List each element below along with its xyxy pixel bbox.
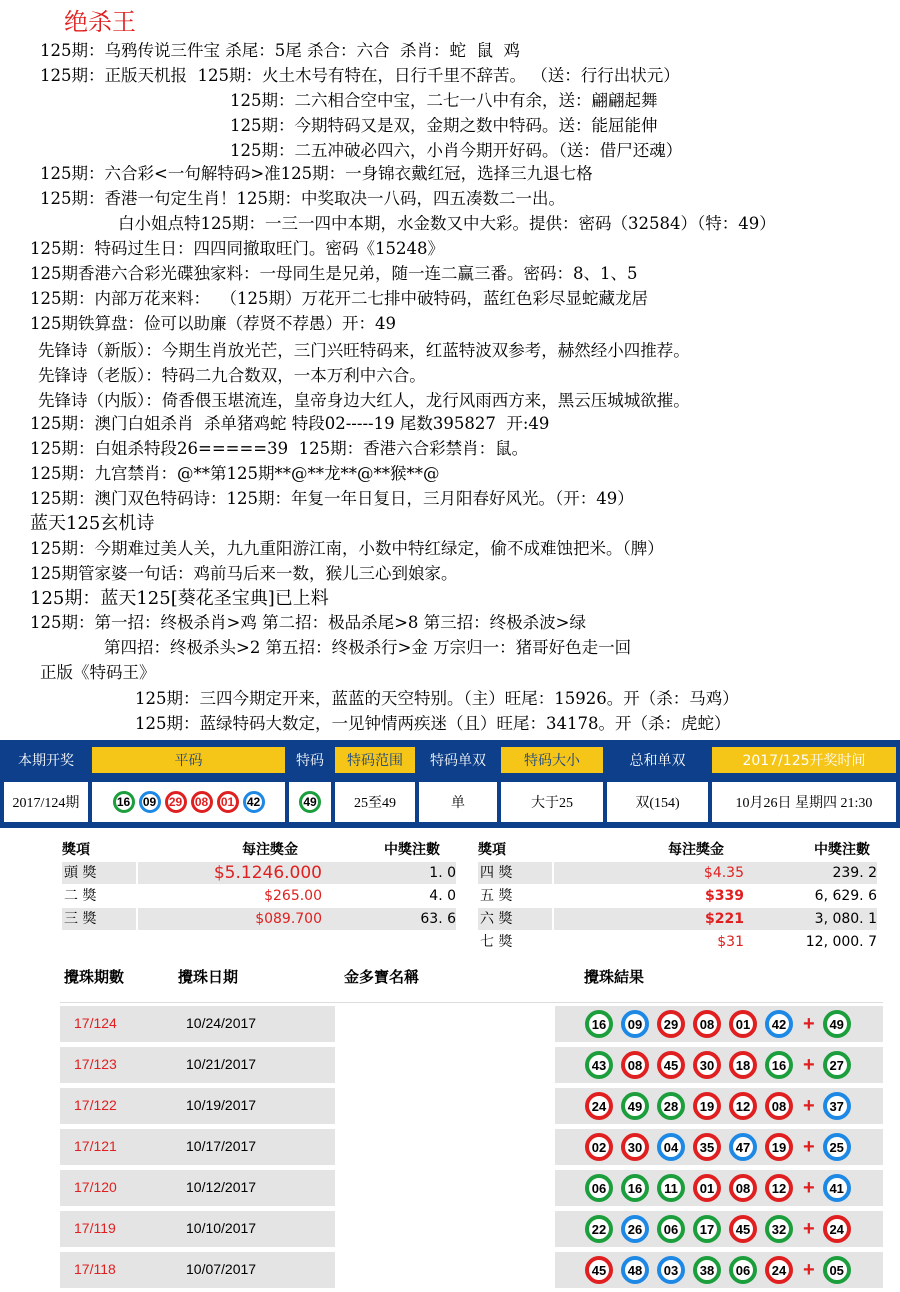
text-line: 125期：今期特码又是双，金期之数中特码。送：能屈能伸 — [230, 116, 658, 135]
prize-name: 四 獎 — [478, 862, 552, 884]
results-header-divider — [60, 992, 883, 1003]
result-date: 10/24/2017 — [186, 1015, 257, 1031]
result-balls — [585, 1133, 859, 1161]
lottery-ball: 29 — [657, 1010, 685, 1038]
special-ball: 41 — [823, 1174, 851, 1202]
prize-header-item: 獎項 — [62, 842, 90, 858]
text-line: 125期：澳门双色特码诗：125期：年复一年日复日，三月阳春好风光。（开：49） — [30, 489, 634, 508]
result-name-cell — [335, 1047, 555, 1083]
lottery-ball: 08 — [693, 1010, 721, 1038]
lottery-ball: 42 — [765, 1010, 793, 1038]
prize-header-amount: 每注獎金 — [668, 842, 724, 858]
prize-header-count: 中獎注數 — [814, 842, 870, 858]
prize-amount: $221 — [554, 908, 744, 930]
lottery-ball: 16 — [765, 1051, 793, 1079]
text-line: 先锋诗（内版）：倚香偎玉堪流连，皇帝身边大红人，龙行风雨西方来，黑云压城城欲摧。 — [38, 391, 690, 410]
lottery-ball: 45 — [729, 1215, 757, 1243]
result-date: 10/10/2017 — [186, 1220, 257, 1236]
prize-name: 三 獎 — [62, 908, 136, 930]
result-balls — [585, 1092, 859, 1120]
lottery-ball: 16 — [585, 1010, 613, 1038]
text-line: 125期：二六相合空中宝，二七一八中有余，送：翩翩起舞 — [230, 91, 658, 110]
special-ball: 24 — [823, 1215, 851, 1243]
lottery-ball: 12 — [765, 1174, 793, 1202]
special-ball: 49 — [823, 1010, 851, 1038]
result-date: 10/07/2017 — [186, 1261, 257, 1277]
text-line: 125期：正版天机报 125期：火土木号有特在，日行千里不辞苦。 （送：行行出状元） — [40, 66, 680, 85]
header-next-draw-time: 2017/125开奖时间 — [712, 747, 896, 773]
prize-count: 1. 0 — [322, 862, 456, 884]
special-ball: 25 — [823, 1133, 851, 1161]
text-line: 125期：白姐杀特段26=====39 125期：香港六合彩禁肖：鼠。 — [30, 439, 529, 458]
prize-count: 6, 629. 6 — [814, 888, 877, 904]
text-line: 125期：第一招：终极杀肖>鸡 第二招：极品杀尾>8 第三招：终极杀波>绿 — [30, 613, 586, 632]
result-date: 10/21/2017 — [186, 1056, 257, 1072]
text-line: 125期铁算盘：俭可以助廉（荐贤不荐愚）开：49 — [30, 314, 396, 333]
results-header-name: 金多寶名稱 — [344, 968, 420, 986]
result-issue: 17/123 — [74, 1056, 117, 1072]
lottery-ball: 26 — [621, 1215, 649, 1243]
result-row — [60, 1129, 883, 1165]
special-ball: 49 — [299, 791, 321, 813]
lottery-ball: 11 — [657, 1174, 685, 1202]
lottery-ball: 19 — [693, 1092, 721, 1120]
lottery-ball: 01 — [693, 1174, 721, 1202]
result-issue: 17/120 — [74, 1179, 117, 1195]
text-line: 125期：二五冲破必四六，小肖今期开好码。（送：借尸还魂） — [230, 141, 683, 160]
result-balls — [585, 1174, 859, 1202]
prize-row — [478, 885, 883, 907]
prize-count: 4. 0 — [429, 888, 456, 904]
result-date: 10/19/2017 — [186, 1097, 257, 1113]
header-normal-numbers: 平码 — [92, 747, 285, 773]
result-row — [60, 1088, 883, 1124]
prize-header-count: 中獎注數 — [384, 842, 440, 858]
result-balls — [585, 1256, 859, 1284]
special-ball-cell — [289, 782, 331, 822]
result-date: 10/12/2017 — [186, 1179, 257, 1195]
lottery-ball: 24 — [585, 1092, 613, 1120]
lottery-ball: 08 — [621, 1051, 649, 1079]
lottery-ball: 43 — [585, 1051, 613, 1079]
header-size: 特码大小 — [501, 747, 603, 773]
plus-icon: + — [803, 1217, 815, 1240]
result-balls — [585, 1215, 859, 1243]
lottery-ball: 45 — [585, 1256, 613, 1284]
lottery-ball: 03 — [657, 1256, 685, 1284]
text-line: 蓝天125玄机诗 — [30, 513, 155, 534]
lottery-ball: 01 — [729, 1010, 757, 1038]
prize-amount: $31 — [717, 934, 744, 950]
result-row — [60, 1170, 883, 1206]
sum-odd-even: 双(154) — [607, 782, 708, 822]
result-issue: 17/122 — [74, 1097, 117, 1113]
plus-icon: + — [803, 1094, 815, 1117]
result-issue: 17/119 — [74, 1220, 116, 1236]
prize-count: 12, 000. 7 — [805, 934, 877, 950]
lottery-ball: 19 — [765, 1133, 793, 1161]
result-name-cell — [335, 1006, 555, 1042]
result-balls — [585, 1010, 859, 1038]
special-range: 25至49 — [335, 782, 415, 822]
result-name-cell — [335, 1252, 555, 1288]
prize-name: 五 獎 — [480, 888, 513, 904]
plus-icon: + — [803, 1053, 815, 1076]
result-balls — [585, 1051, 859, 1079]
header-odd-even: 特码单双 — [419, 747, 497, 773]
prize-count: 239. 2 — [744, 862, 877, 884]
lottery-ball: 35 — [693, 1133, 721, 1161]
result-date: 10/17/2017 — [186, 1138, 257, 1154]
text-line: 125期香港六合彩光碟独家料：一母同生是兄弟，随一连二赢三番。密码：8、1、5 — [30, 264, 638, 283]
prize-row — [62, 862, 462, 884]
lottery-ball: 09 — [139, 791, 161, 813]
next-draw-time: 10月26日 星期四 21:30 — [712, 782, 896, 822]
prize-row — [478, 908, 883, 930]
text-line: 125期：蓝绿特码大数定，一见钟情两疾迷（且）旺尾：34178。开（杀：虎蛇） — [135, 714, 731, 733]
special-size: 大于25 — [501, 782, 603, 822]
normal-balls — [92, 782, 285, 822]
text-line: 125期管家婆一句话：鸡前马后来一数，猴儿三心到娘家。 — [30, 564, 458, 583]
lottery-ball: 48 — [621, 1256, 649, 1284]
draw-table — [0, 740, 900, 828]
text-line: 125期：香港一句定生肖！125期：中奖取决一八码，四五凑数二一出。 — [40, 189, 565, 208]
result-name-cell — [335, 1211, 555, 1247]
lottery-ball: 08 — [191, 791, 213, 813]
prize-amount: $5.1246.000 — [138, 862, 322, 884]
prize-row — [478, 862, 883, 884]
results-header-issue: 攪珠期數 — [64, 968, 125, 986]
header-current-draw: 本期开奖 — [4, 747, 88, 773]
lottery-ball: 49 — [621, 1092, 649, 1120]
header-range: 特码范围 — [335, 747, 415, 773]
lottery-ball: 30 — [621, 1133, 649, 1161]
prize-count: 3, 080. 1 — [744, 908, 877, 930]
prize-row — [62, 908, 462, 930]
draw-issue: 2017/124期 — [4, 782, 88, 822]
lottery-ball: 04 — [657, 1133, 685, 1161]
lottery-ball: 18 — [729, 1051, 757, 1079]
text-line: 125期：澳门白姐杀肖 杀单猪鸡蛇 特段02-----19 尾数395827 开:49 — [30, 414, 550, 433]
prize-amount: $4.35 — [554, 862, 744, 884]
results-header-date: 攪珠日期 — [178, 968, 239, 986]
lottery-ball: 16 — [113, 791, 135, 813]
prize-count: 63. 6 — [322, 908, 456, 930]
result-row — [60, 1211, 883, 1247]
result-issue: 17/118 — [74, 1261, 116, 1277]
plus-icon: + — [803, 1258, 815, 1281]
lottery-ball: 08 — [765, 1092, 793, 1120]
prize-header-amount: 每注獎金 — [242, 842, 298, 858]
text-line: 125期：今期难过美人关，九九重阳游江南，小数中特红绿定，偷不成难蚀把米。（脾） — [30, 539, 664, 558]
lottery-ball: 06 — [657, 1215, 685, 1243]
text-line: 125期：三四今期定开来，蓝蓝的天空特别。（主）旺尾：15926。开（杀：马鸡） — [135, 689, 739, 708]
lottery-ball: 16 — [621, 1174, 649, 1202]
text-line: 125期：特码过生日：四四同撤取旺门。密码《15248》 — [30, 239, 444, 258]
prize-header-item: 獎項 — [478, 842, 506, 858]
lottery-ball: 28 — [657, 1092, 685, 1120]
prize-row — [478, 931, 883, 953]
lottery-ball: 47 — [729, 1133, 757, 1161]
prize-name: 六 獎 — [478, 908, 552, 930]
text-line: 先锋诗（新版）：今期生肖放光芒，三门兴旺特码来，红蓝特波双参考，赫然经小四推荐。 — [38, 341, 690, 360]
prize-table-right — [478, 838, 883, 958]
lottery-ball: 22 — [585, 1215, 613, 1243]
lottery-ball: 17 — [693, 1215, 721, 1243]
plus-icon: + — [803, 1135, 815, 1158]
prize-table-left — [62, 838, 462, 958]
result-name-cell — [335, 1129, 555, 1165]
text-line: 白小姐点特125期：一三一四中本期，水金数又中大彩。提供：密码（32584）（特：49） — [118, 214, 776, 233]
plus-icon: + — [803, 1176, 815, 1199]
lottery-ball: 38 — [693, 1256, 721, 1284]
prize-name: 二 獎 — [64, 888, 97, 904]
prize-amount: $265.00 — [264, 888, 322, 904]
prize-name: 七 獎 — [480, 934, 513, 950]
text-line: 正版《特码王》 — [40, 663, 156, 682]
special-ball: 37 — [823, 1092, 851, 1120]
prize-name: 頭 獎 — [62, 862, 136, 884]
prize-amount: $089.700 — [138, 908, 322, 930]
lottery-ball: 06 — [585, 1174, 613, 1202]
result-name-cell — [335, 1088, 555, 1124]
result-name-cell — [335, 1170, 555, 1206]
lottery-ball: 42 — [243, 791, 265, 813]
lottery-ball: 30 — [693, 1051, 721, 1079]
special-odd-even: 单 — [419, 782, 497, 822]
lottery-ball: 06 — [729, 1256, 757, 1284]
lottery-ball: 02 — [585, 1133, 613, 1161]
text-line: 125期：乌鸦传说三件宝 杀尾：5尾 杀合：六合 杀肖：蛇 鼠 鸡 — [40, 41, 520, 60]
lottery-ball: 12 — [729, 1092, 757, 1120]
lottery-ball: 08 — [729, 1174, 757, 1202]
result-row — [60, 1047, 883, 1083]
lottery-ball: 29 — [165, 791, 187, 813]
lottery-ball: 24 — [765, 1256, 793, 1284]
special-ball: 05 — [823, 1256, 851, 1284]
text-line: 125期：六合彩<一句解特码>准125期：一身锦衣戴红冠，选择三九退七格 — [40, 164, 593, 183]
result-row — [60, 1006, 883, 1042]
text-line: 125期：蓝天125[葵花圣宝典]已上料 — [30, 588, 329, 609]
page-title: 绝杀王 — [64, 8, 136, 36]
text-line: 第四招：终极杀头>2 第五招：终极杀行>金 万宗归一：猪哥好色走一回 — [104, 638, 632, 657]
text-line: 先锋诗（老版）：特码二九合数双，一本万利中六合。 — [38, 366, 426, 385]
lottery-ball: 45 — [657, 1051, 685, 1079]
result-issue: 17/124 — [74, 1015, 117, 1031]
result-issue: 17/121 — [74, 1138, 117, 1154]
special-ball: 27 — [823, 1051, 851, 1079]
text-line: 125期：内部万花来料： （125期）万花开二七排中破特码，蓝红色彩尽显蛇藏龙居 — [30, 289, 648, 308]
lottery-ball: 09 — [621, 1010, 649, 1038]
result-row — [60, 1252, 883, 1288]
results-header-result: 攪珠結果 — [584, 968, 645, 986]
plus-icon: + — [803, 1012, 815, 1035]
lottery-ball: 32 — [765, 1215, 793, 1243]
prize-row — [62, 885, 462, 907]
header-special: 特码 — [289, 747, 331, 773]
lottery-ball: 01 — [217, 791, 239, 813]
text-line: 125期：九宫禁肖：@**第125期**@**龙**@**猴**@ — [30, 464, 440, 483]
header-sum-odd-even: 总和单双 — [607, 747, 708, 773]
prize-amount: $339 — [705, 888, 744, 904]
